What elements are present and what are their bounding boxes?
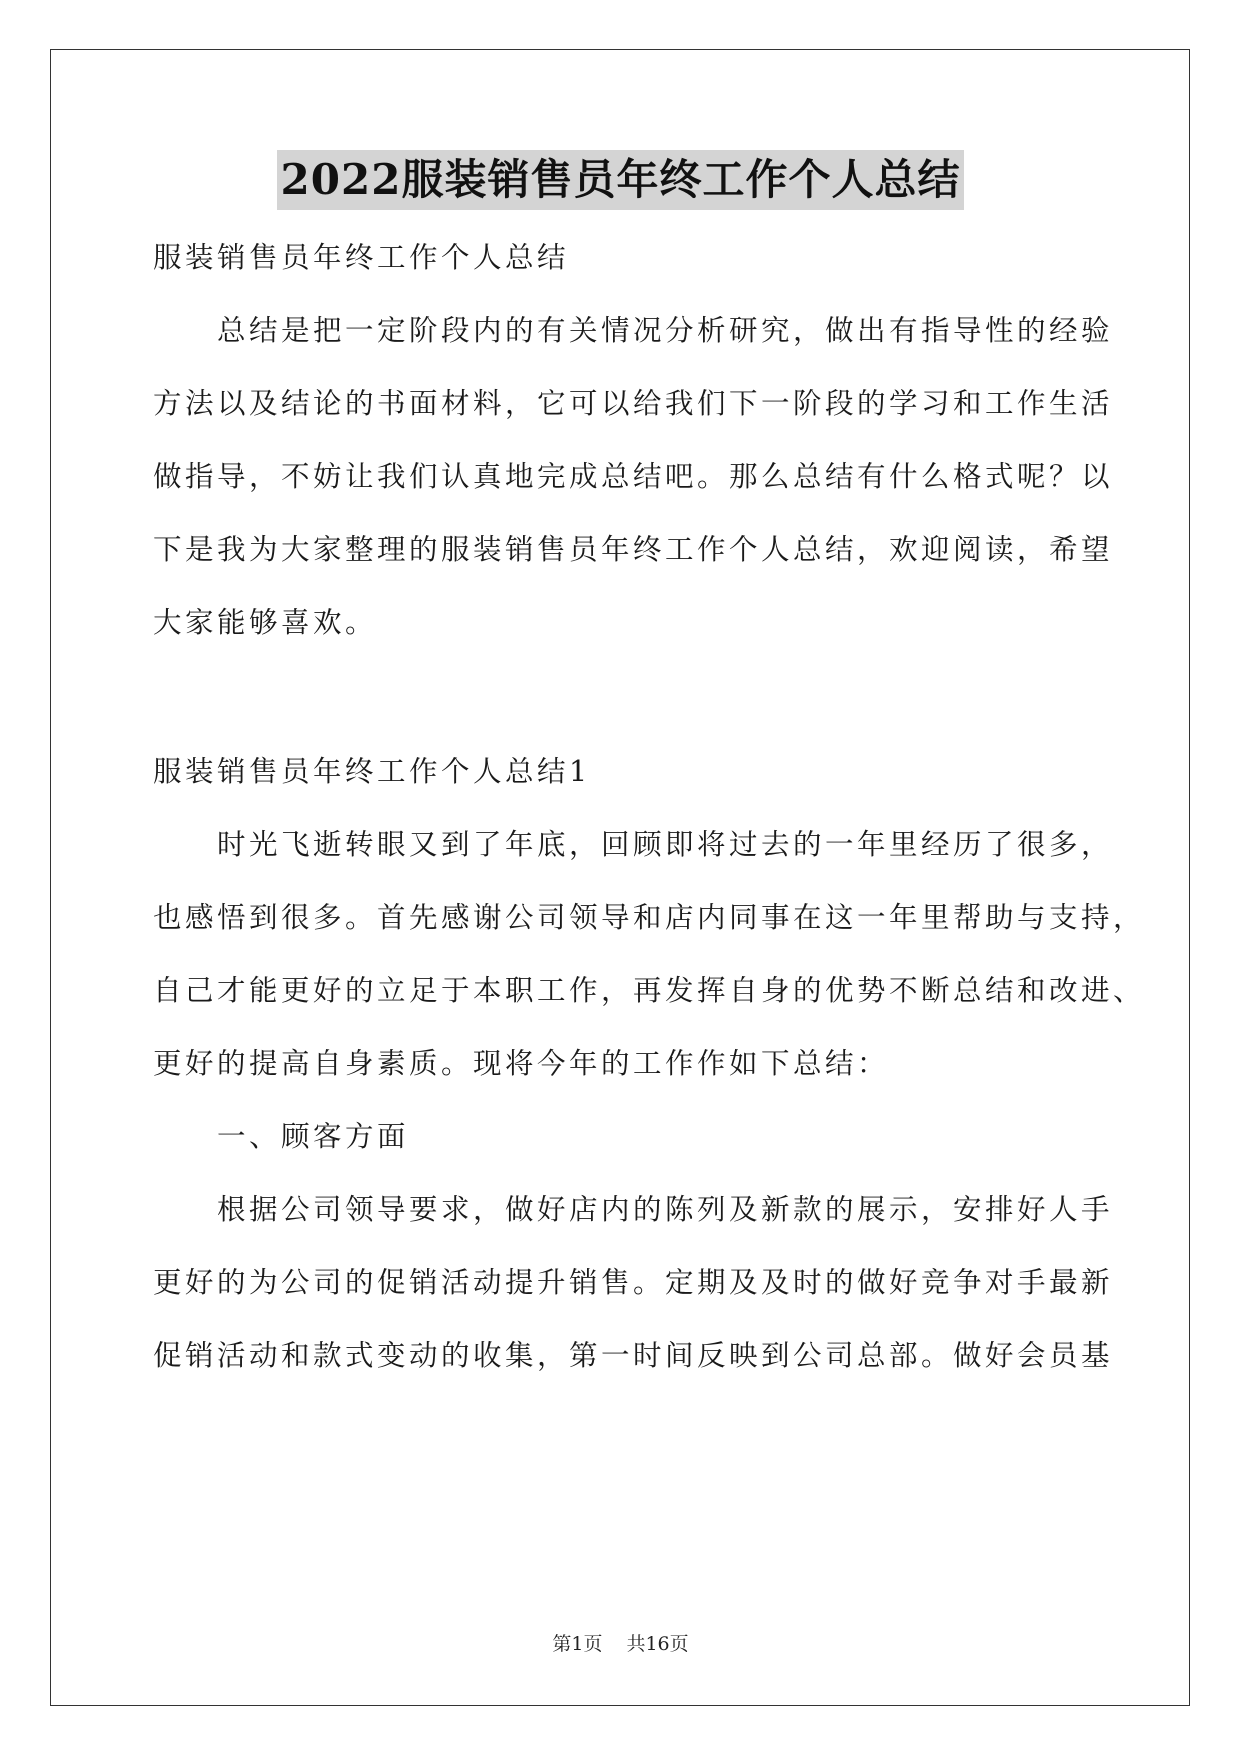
page-number: 第1页: [552, 1633, 603, 1655]
text-line: 大家能够喜欢。: [153, 606, 378, 639]
text-line: 做指导，不妨让我们认真地完成总结吧。那么总结有什么格式呢？以: [153, 460, 1114, 493]
text-line: 也感悟到很多。首先感谢公司领导和店内同事在这一年里帮助与支持，: [153, 901, 1146, 934]
page-footer: [0, 1632, 1241, 1656]
document-title: 2022服装销售员年终工作个人总结: [277, 150, 965, 210]
text-line: 方法以及结论的书面材料，它可以给我们下一阶段的学习和工作生活: [153, 387, 1114, 420]
text-line: 更好的为公司的促销活动提升销售。定期及及时的做好竞争对手最新: [153, 1266, 1114, 1299]
text-line: 服装销售员年终工作个人总结: [153, 241, 570, 274]
text-line: 时光飞逝转眼又到了年底，回顾即将过去的一年里经历了很多，: [153, 828, 1114, 861]
text-line: 总结是把一定阶段内的有关情况分析研究，做出有指导性的经验: [153, 314, 1114, 347]
page-total: 共16页: [626, 1633, 689, 1655]
text-line: 更好的提高自身素质。现将今年的工作作如下总结：: [153, 1047, 890, 1080]
text-line: 促销活动和款式变动的收集，第一时间反映到公司总部。做好会员基: [153, 1339, 1114, 1372]
text-line: 根据公司领导要求，做好店内的陈列及新款的展示，安排好人手: [153, 1193, 1114, 1226]
text-line: 下是我为大家整理的服装销售员年终工作个人总结，欢迎阅读，希望: [153, 533, 1114, 566]
title-container: [0, 150, 1241, 210]
section-heading: 服装销售员年终工作个人总结1: [153, 755, 591, 788]
subsection-heading: 一、顾客方面: [153, 1120, 410, 1153]
page-border: [50, 49, 1190, 1706]
text-line: 自己才能更好的立足于本职工作，再发挥自身的优势不断总结和改进、: [153, 974, 1146, 1007]
